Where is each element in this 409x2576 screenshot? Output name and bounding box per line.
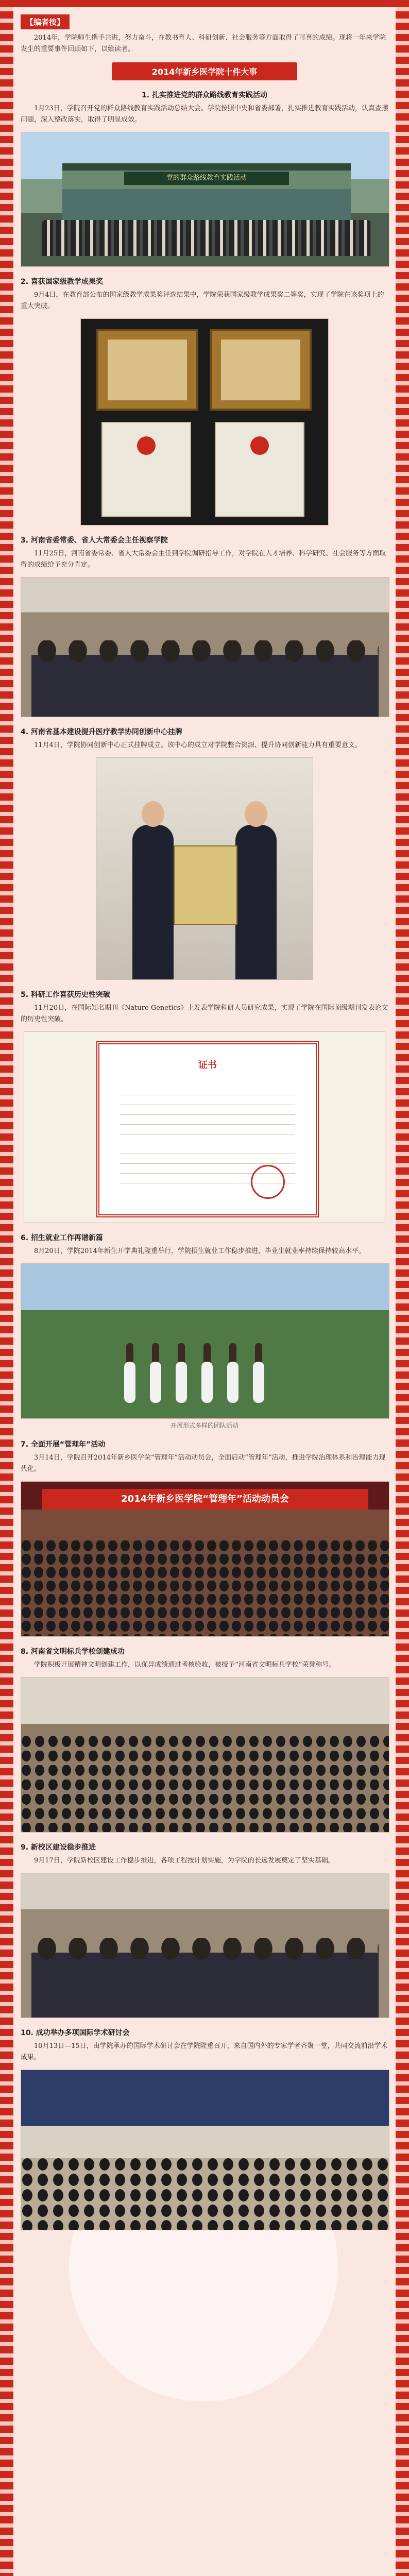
building-sign: 党的群众路线教育实践活动 (124, 172, 289, 185)
research-certificate (96, 1041, 319, 1217)
section-5-text: 11月20日，在国际知名期刊《Nature Genetics》上发表学院科研人员研究成果，实现了学院在国际顶级期刊发表论文的历史性突破。 (21, 1004, 388, 1023)
award-certificate (215, 422, 304, 517)
border-top (0, 0, 409, 7)
main-banner: 2014年新乡医学院十件大事 (112, 62, 297, 80)
section-3-photo (21, 577, 389, 717)
hall-banner: 2014年新乡医学院“管理年”活动动员会 (42, 1489, 368, 1510)
seal-icon (251, 1165, 285, 1199)
student-figure (150, 1362, 161, 1403)
article-content (21, 11, 388, 2230)
section-2-photo (80, 318, 329, 526)
section-10-photo (21, 2070, 389, 2230)
section-8-text: 学院积极开展精神文明创建工作，以优异成绩通过考核验收，被授予“河南省文明标兵学校”荣誉称号。 (34, 1661, 336, 1669)
section-3-title: 3. 河南省委常委、省人大常委会主任视察学院 (21, 536, 168, 545)
audience-rows (21, 1540, 389, 1636)
section-7-text: 3月14日，学院召开2014年新乡医学院“管理年”活动动员会，全面启动“管理年”活动，推进学院治理体系和治理能力现代化。 (21, 1454, 386, 1473)
section-10-title: 10. 成功举办多项国际学术研讨会 (21, 2029, 130, 2037)
section-4-photo (96, 757, 313, 980)
student-figure (227, 1362, 238, 1403)
official-figure (235, 825, 277, 979)
student-figure (176, 1362, 187, 1403)
section-4-text: 11月4日，学院协同创新中心正式挂牌成立。该中心的成立对学院整合资源、提升协同创新能力具有重要意义。 (34, 741, 362, 749)
border-right (396, 0, 409, 2576)
audience-rows (21, 2158, 389, 2230)
section-3-text: 11月25日，河南省委常委、省人大常委会主任到学院调研指导工作，对学院在人才培养、科学研究、社会服务等方面取得的成绩给予充分肯定。 (21, 550, 386, 569)
section-10-text: 10月13日—15日，由学院承办的国际学术研讨会在学院隆重召开，来自国内外的专家学者齐聚一堂，共同交流前沿学术成果。 (21, 2042, 388, 2061)
section-2-text: 9月4日，在教育部公布的国家级教学成果奖评选结果中，学院荣获国家级教学成果奖二等奖，实现了学院在该奖项上的重大突破。 (21, 291, 384, 310)
section-4-title: 4. 河南省基本建设提升医疗教学协同创新中心挂牌 (21, 728, 182, 736)
section-5-photo (24, 1031, 385, 1223)
student-figure (124, 1362, 135, 1403)
section-6-photo (21, 1263, 389, 1419)
section-1-text: 1月23日，学院召开党的群众路线教育实践活动总结大会。学院按照中央和省委部署，扎实推进教育实践活动，认真查摆问题，深入整改落实，取得了明显成效。 (21, 105, 388, 124)
delegation-group (31, 1938, 379, 2018)
student-figure (253, 1362, 264, 1403)
editor-note-tag: 【编者按】 (21, 14, 70, 29)
center-placard (174, 845, 237, 925)
section-2-title: 2. 喜获国家级教学成果奖 (21, 278, 103, 286)
section-5-title: 5. 科研工作喜获历史性突破 (21, 991, 110, 999)
section-9-title: 9. 新校区建设稳步推进 (21, 1843, 96, 1852)
section-6-title: 6. 招生就业工作再谱新篇 (21, 1234, 103, 1242)
award-plaque (96, 329, 198, 411)
section-1-photo (21, 132, 389, 267)
award-certificate (101, 422, 191, 517)
certificate-title: 证书 (198, 1060, 217, 1071)
section-8-title: 8. 河南省文明标兵学校创建成功 (21, 1648, 125, 1656)
border-left (0, 0, 13, 2576)
award-plaque (210, 329, 312, 411)
student-figure (201, 1362, 213, 1403)
crowd-shape (42, 220, 371, 256)
delegation-group (31, 640, 379, 717)
section-9-photo (21, 1873, 389, 2018)
section-8-photo (21, 1677, 389, 1833)
audience-rows (21, 1736, 389, 1832)
intro-paragraph: 2014年，学院师生携手共进，努力奋斗，在教书育人、科研创新、社会服务等方面取得了可喜的成绩。现将一年来学院发生的重要事件回顾如下，以飨读者。 (21, 34, 386, 53)
section-6-caption: 开展形式多样的团队活动 (170, 1422, 238, 1429)
section-9-text: 9月17日，学院新校区建设工作稳步推进，各项工程按计划实施，为学院的长远发展奠定了坚实基础。 (34, 1857, 335, 1865)
section-7-title: 7. 全面开展“管理年”活动 (21, 1440, 106, 1449)
section-1-title: 1. 扎实推进党的群众路线教育实践活动 (142, 91, 267, 99)
section-6-text: 8月20日，学院2014年新生开学典礼隆重举行，学院招生就业工作稳步推进，毕业生就业率持续保持较高水平。 (34, 1247, 365, 1255)
section-7-photo (21, 1481, 389, 1637)
official-figure (132, 825, 174, 979)
